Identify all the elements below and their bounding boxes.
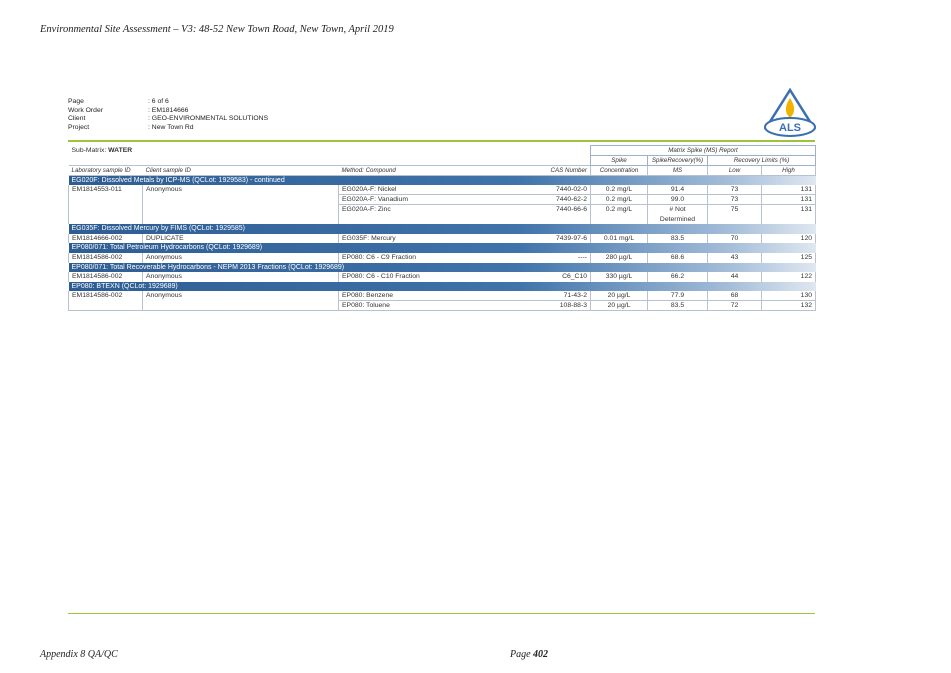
matrix-spike-table xyxy=(68,145,816,311)
table-row xyxy=(69,185,816,195)
spike-header: Spike xyxy=(591,156,648,166)
table-cell xyxy=(69,195,143,205)
table-cell: Anonymous xyxy=(143,291,339,301)
meta-row-client xyxy=(68,115,268,124)
table-row xyxy=(69,253,816,263)
table-cell: EG020A-F: Vanadium xyxy=(339,195,537,205)
table-cell: Anonymous xyxy=(143,253,339,263)
col-cas: CAS Number xyxy=(537,166,591,176)
meta-row-page xyxy=(68,98,268,107)
table-cell: 0.2 mg/L xyxy=(591,195,648,205)
table-cell: C6_C10 xyxy=(562,273,587,281)
meta-value: : New Town Rd xyxy=(148,124,194,133)
table-cell: 70 xyxy=(708,234,762,244)
table-cell xyxy=(69,301,143,311)
footer-divider xyxy=(68,613,815,614)
table-cell: EM1814586-002 xyxy=(69,253,143,263)
table-cell: 43 xyxy=(708,253,762,263)
table-cell: EP080/071: Total Petroleum Hydrocarbons (QCLot: 1929689) xyxy=(69,243,816,253)
table-row xyxy=(69,272,816,282)
table-cell: 72 xyxy=(708,301,762,311)
table-cell: EP080: BTEXN (QCLot: 1929689) xyxy=(69,282,816,292)
table-cell: 0.01 mg/L xyxy=(591,234,648,244)
table-cell: 0.2 mg/L xyxy=(591,185,648,195)
meta-value: : 6 of 6 xyxy=(148,98,169,107)
table-cell: 44 xyxy=(708,272,762,282)
table-cell: 125 xyxy=(762,253,816,263)
group-header xyxy=(69,243,816,253)
table-cell: EG020F: Dissolved Metals by ICP-MS (QCLot: 1929583) - continued xyxy=(69,176,816,186)
table-cell: 20 µg/L xyxy=(591,291,648,301)
table-row xyxy=(69,301,816,311)
table-row xyxy=(69,195,816,205)
footer-appendix: Appendix 8 QA/QC xyxy=(40,649,118,660)
group-header xyxy=(69,176,816,186)
table-cell: EG020A-F: Nickel xyxy=(339,185,537,195)
meta-row-project xyxy=(68,124,268,133)
footer-page: Page 402 xyxy=(510,649,549,660)
table-cell xyxy=(69,205,143,225)
logo-text: ALS xyxy=(779,122,801,134)
table-cell: 131 xyxy=(762,195,816,205)
table-cell: 73 xyxy=(708,195,762,205)
table-cell: 120 xyxy=(762,234,816,244)
group-header xyxy=(69,263,816,273)
table-cell: EG020A-F: Zinc xyxy=(339,205,537,225)
table-cell: 75 xyxy=(708,205,762,225)
table-cell: EM1814553-011 xyxy=(69,185,143,195)
table-column-headers xyxy=(69,166,816,176)
col-method: Method: Compound xyxy=(339,166,537,176)
table-cell: # Not Determined xyxy=(648,205,708,225)
table-row xyxy=(69,205,816,225)
col-high: High xyxy=(762,166,816,176)
group-header xyxy=(69,282,816,292)
meta-key: Page xyxy=(68,98,84,105)
table-cell: 68 xyxy=(708,291,762,301)
table-cell: 130 xyxy=(762,291,816,301)
table-cell: 71-43-2 xyxy=(563,292,587,300)
als-logo-icon xyxy=(762,88,818,138)
table-cell: EG035F: Dissolved Mercury by FIMS (QCLot: 1929585) xyxy=(69,224,816,234)
submatrix: Sub-Matrix: WATER xyxy=(71,146,133,154)
col-client-id: Client sample ID xyxy=(143,166,339,176)
col-low: Low xyxy=(708,166,762,176)
table-cell: DUPLICATE xyxy=(143,234,339,244)
table-cell: EM1814666-002 xyxy=(69,234,143,244)
meta-row-work-order xyxy=(68,107,268,116)
table-cell: 330 µg/L xyxy=(591,272,648,282)
col-lab-id: Laboratory sample ID xyxy=(69,166,143,176)
table-cell: 122 xyxy=(762,272,816,282)
table-cell: 73 xyxy=(708,185,762,195)
table-cell: 66.2 xyxy=(648,272,708,282)
table-cell: EP080/071: Total Recoverable Hydrocarbons - NEPM 2013 Fractions (QCLot: 1929689) xyxy=(69,263,816,273)
spike-recovery-header: SpikeRecovery(%) xyxy=(648,156,708,166)
meta-value: : GEO-ENVIRONMENTAL SOLUTIONS xyxy=(148,115,268,124)
meta-key: Client xyxy=(68,115,86,123)
table-cell: 280 µg/L xyxy=(591,253,648,263)
table-cell xyxy=(143,301,339,311)
table-header-row xyxy=(69,156,816,166)
table-cell: EM1814586-002 xyxy=(69,291,143,301)
table-cell: 83.5 xyxy=(648,301,708,311)
table-cell: 0.2 mg/L xyxy=(591,205,648,225)
table-cell: 132 xyxy=(762,301,816,311)
table-row xyxy=(69,291,816,301)
document-header: Environmental Site Assessment – V3: 48-52 New Town Road, New Town, April 2019 xyxy=(40,24,394,35)
table-row xyxy=(69,234,816,244)
table-cell: 131 xyxy=(762,205,816,225)
table-cell: EP080: C6 - C9 Fraction xyxy=(339,253,537,263)
table-cell: EP080: Toluene xyxy=(339,301,537,311)
table-cell: EP080: C6 - C10 Fraction xyxy=(339,272,537,282)
table-cell: 7440-02-0 xyxy=(556,186,587,194)
table-cell: EG035F: Mercury xyxy=(339,234,537,244)
table-cell: Anonymous xyxy=(143,185,339,195)
table-cell: 77.9 xyxy=(648,291,708,301)
table-cell: 91.4 xyxy=(648,185,708,195)
group-header xyxy=(69,224,816,234)
meta-value: : EM1814666 xyxy=(148,107,188,116)
table-cell: EP080: Benzene xyxy=(339,291,537,301)
table-cell: ---- xyxy=(577,253,587,261)
table-cell xyxy=(143,205,339,225)
table-cell: EM1814586-002 xyxy=(69,272,143,282)
table-cell: 7440-66-6 xyxy=(537,205,591,225)
table-cell: 108-88-3 xyxy=(537,301,591,311)
table-cell: 131 xyxy=(762,185,816,195)
ms-report-title: Matrix Spike (MS) Report xyxy=(591,146,816,156)
report-meta xyxy=(68,98,268,132)
table-cell: 7439-97-6 xyxy=(556,234,587,242)
table-cell: 7440-62-2 xyxy=(537,195,591,205)
table-cell: Anonymous xyxy=(143,272,339,282)
table-cell: 68.6 xyxy=(648,253,708,263)
recovery-limits-header: Recovery Limits (%) xyxy=(708,156,816,166)
meta-key: Work Order xyxy=(68,106,103,114)
table-cell xyxy=(143,195,339,205)
table-header-row xyxy=(69,146,816,156)
table-cell: 83.5 xyxy=(648,234,708,244)
col-ms: MS xyxy=(648,166,708,176)
header-divider xyxy=(68,140,815,142)
meta-key: Project xyxy=(68,123,90,131)
table-cell: 99.0 xyxy=(648,195,708,205)
table-cell: 20 µg/L xyxy=(591,301,648,311)
col-concentration: Concentration xyxy=(591,166,648,176)
